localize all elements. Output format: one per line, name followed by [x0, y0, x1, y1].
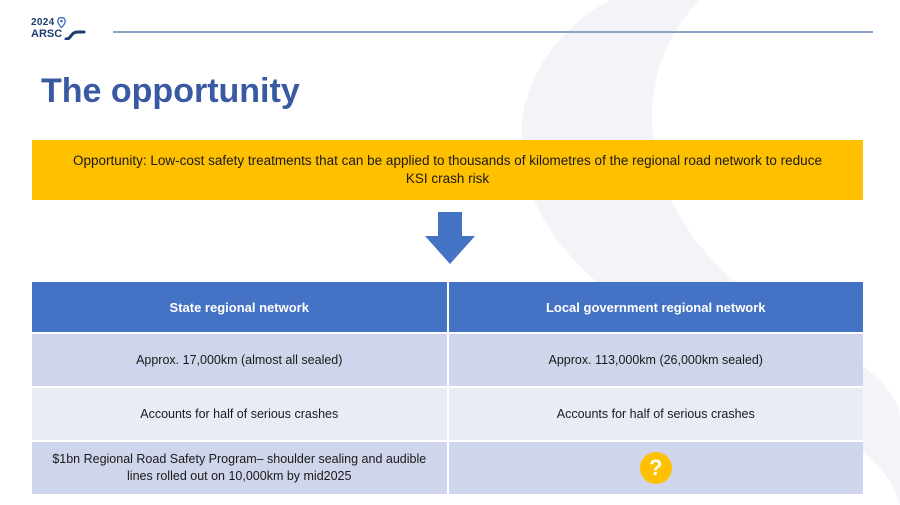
- table-cell: Approx. 17,000km (almost all sealed): [32, 333, 448, 387]
- opportunity-text: Opportunity: Low-cost safety treatments that can be applied to thousands of kilometres of the regional road network to reduce KSI crash risk: [73, 152, 822, 186]
- table-cell: $1bn Regional Road Safety Program– shoulder sealing and audible lines rolled out on 10,000km by mid2025: [32, 441, 448, 494]
- logo-name-row: [31, 29, 86, 40]
- table-header-row: [32, 282, 863, 333]
- table-row: [32, 333, 863, 387]
- header-rule: [113, 31, 873, 33]
- logo-name: ARSC: [31, 28, 63, 40]
- table-cell: Accounts for half of serious crashes: [32, 387, 448, 441]
- header-state-network: State regional network: [32, 282, 448, 333]
- header-local-network: Local government regional network: [448, 282, 864, 333]
- table-cell: Accounts for half of serious crashes: [448, 387, 864, 441]
- road-icon: [64, 30, 86, 40]
- location-pin-icon: [57, 17, 66, 28]
- table-cell: [448, 441, 864, 494]
- comparison-table: [32, 282, 863, 494]
- table-row: [32, 441, 863, 494]
- table-cell: Approx. 113,000km (26,000km sealed): [448, 333, 864, 387]
- logo-year: 2024: [31, 16, 55, 28]
- opportunity-banner: [32, 140, 863, 200]
- down-arrow-icon: [423, 210, 477, 266]
- logo: [31, 17, 86, 40]
- question-mark-icon: ?: [640, 452, 672, 484]
- logo-year-row: [31, 17, 86, 28]
- table-row: [32, 387, 863, 441]
- page-title: The opportunity: [41, 72, 300, 110]
